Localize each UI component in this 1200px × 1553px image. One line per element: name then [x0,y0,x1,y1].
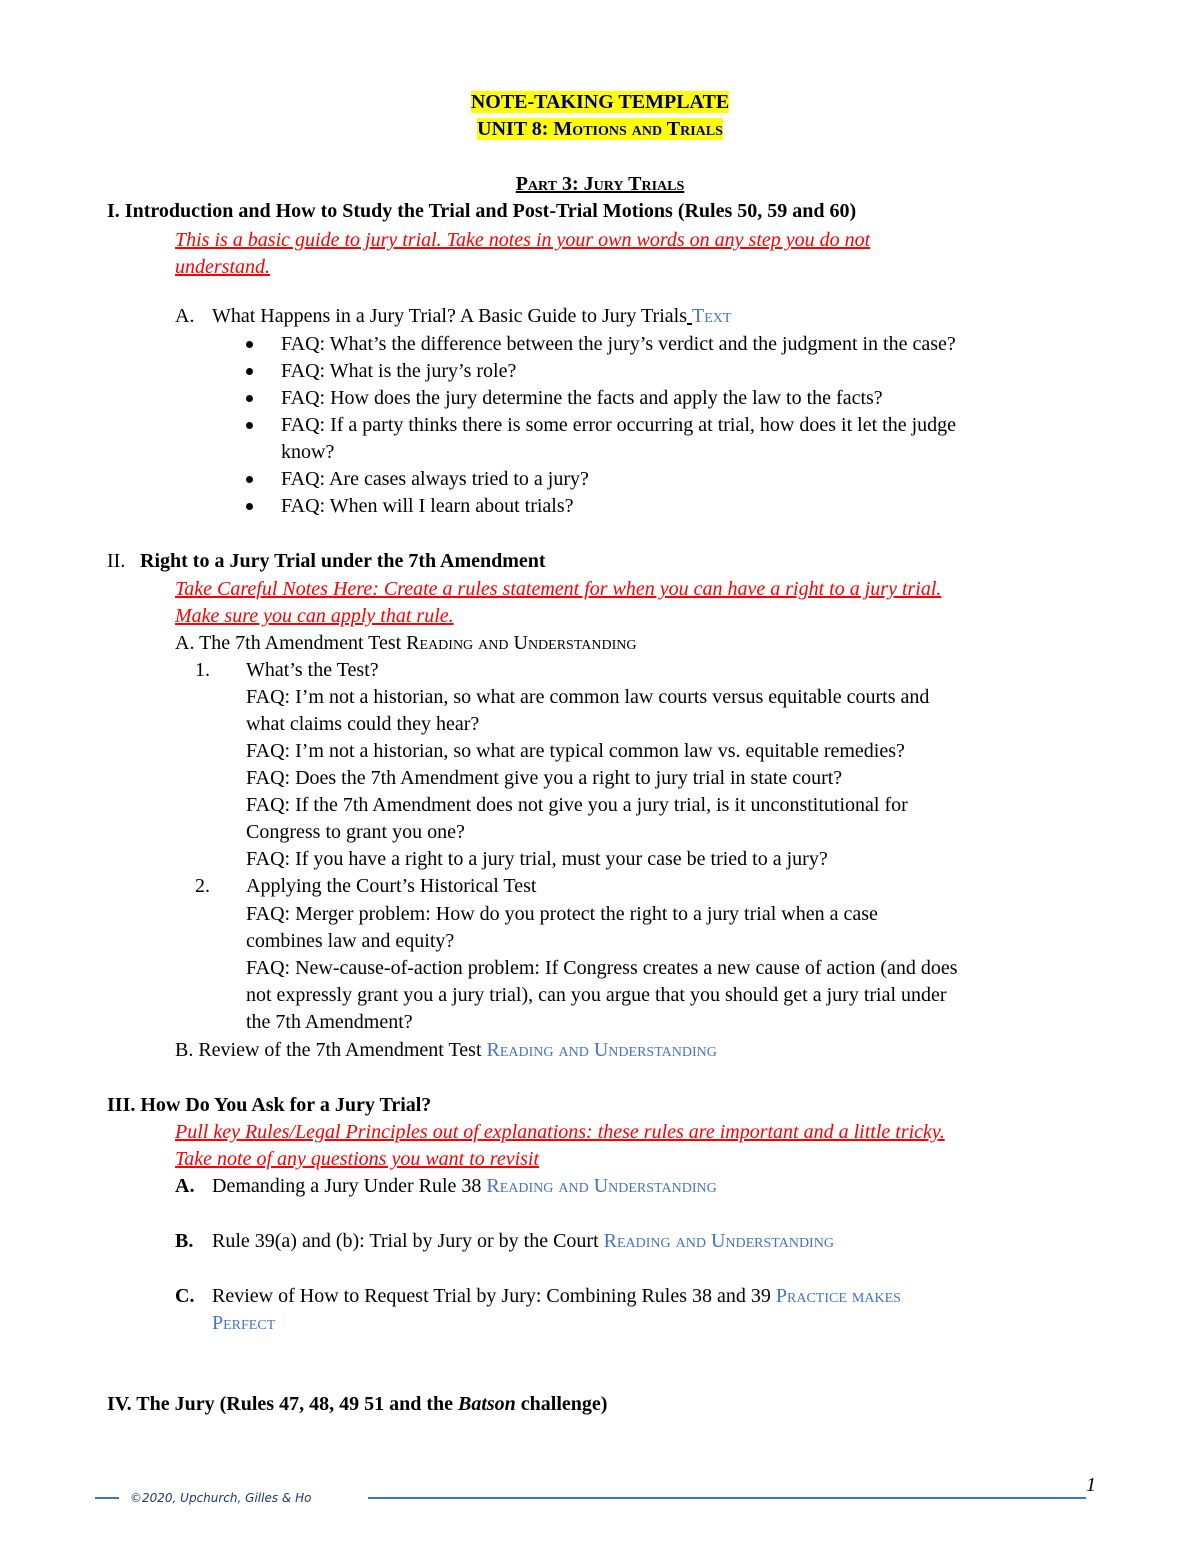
faq-item: FAQ: If a party thinks there is some error occurring at trial, how does it let the judge [281,414,956,436]
faq-line: FAQ: Merger problem: How do you protect the right to a jury trial when a case [246,903,878,925]
faq-line: FAQ: If you have a right to a jury trial, must your case be tried to a jury? [246,848,828,870]
section-2-note-line-1: Take Careful Notes Here: Create a rules statement for when you can have a right to a jury trial. [175,578,942,600]
title-line-1: NOTE-TAKING TEMPLATE [470,91,730,113]
section-1-item-a: What Happens in a Jury Trial? A Basic Guide to Jury Trials Text [212,305,732,327]
bullet-icon [246,476,253,483]
section-3-a: Demanding a Jury Under Rule 38 Reading and Understanding [212,1175,717,1197]
section-3-c-label: C. [175,1285,195,1307]
reading-link[interactable]: Reading and Understanding [486,1039,717,1061]
bullet-icon [246,422,253,429]
section-1-note-line-1: This is a basic guide to jury trial. Take notes in your own words on any step you do not [175,229,871,251]
faq-item: FAQ: Are cases always tried to a jury? [281,468,589,490]
faq-line: the 7th Amendment? [246,1011,413,1033]
bullet-icon [246,395,253,402]
section-1-item-a-label: A. [175,305,195,327]
practice-link[interactable]: Practice makes [775,1285,901,1307]
section-2-note-line-2: Make sure you can apply that rule. [175,605,454,627]
section-2-n1-label: 1. [195,659,210,681]
practice-link-continued[interactable]: Perfect [212,1312,276,1334]
section-3-c: Review of How to Request Trial by Jury: Combining Rules 38 and 39 Practice makes [212,1285,901,1307]
section-3-a-label: A. [175,1175,195,1197]
page-number: 1 [1086,1474,1096,1496]
section-2-n1-text: What’s the Test? [246,659,379,681]
section-3-note-line-2: Take note of any questions you want to revisit [175,1148,540,1170]
title-line-2: UNIT 8: Motions and Trials [477,118,723,140]
faq-item: FAQ: What’s the difference between the jury’s verdict and the judgment in the case? [281,333,956,355]
reading-link[interactable]: Reading and Understanding [486,1175,717,1197]
footer-rule-right [368,1497,1086,1499]
section-3-note-line-1: Pull key Rules/Legal Principles out of explanations: these rules are important and a little tricky. [175,1121,945,1143]
faq-line: FAQ: Does the 7th Amendment give you a right to jury trial in state court? [246,767,843,789]
faq-item-continued: know? [281,441,335,463]
section-2-heading-number: II. [107,550,126,572]
faq-line: what claims could they hear? [246,713,480,735]
bullet-icon [246,341,253,348]
faq-line: FAQ: If the 7th Amendment does not give you a jury trial, is it unconstitutional for [246,794,908,816]
section-4-heading: IV. The Jury (Rules 47, 48, 49 51 and the Batson challenge) [107,1393,608,1415]
section-3-b: Rule 39(a) and (b): Trial by Jury or by the Court Reading and Understanding [212,1230,834,1252]
faq-line: FAQ: I’m not a historian, so what are common law courts versus equitable courts and [246,686,930,708]
section-2-item-b: B. Review of the 7th Amendment Test Reading and Understanding [175,1039,717,1061]
faq-line: not expressly grant you a jury trial), can you argue that you should get a jury trial under [246,984,947,1006]
section-3-heading: III. How Do You Ask for a Jury Trial? [107,1094,432,1116]
footer-rule-left [95,1497,119,1499]
section-2-n2-label: 2. [195,875,210,897]
faq-line: Congress to grant you one? [246,821,465,843]
footer-copyright: ©2020, Upchurch, Gilles & Ho [130,1491,312,1505]
section-2-item-a: A. The 7th Amendment Test Reading and Understanding [175,632,637,654]
reading-link[interactable]: Reading and Understanding [603,1230,834,1252]
faq-line: FAQ: I’m not a historian, so what are typical common law vs. equitable remedies? [246,740,905,762]
section-2-heading: Right to a Jury Trial under the 7th Amendment [140,550,546,572]
faq-line: FAQ: New-cause-of-action problem: If Congress creates a new cause of action (and does [246,957,958,979]
text-link[interactable]: Text [691,305,732,327]
faq-item: FAQ: How does the jury determine the facts and apply the law to the facts? [281,387,883,409]
section-2-n2-text: Applying the Court’s Historical Test [246,875,537,897]
bullet-icon [246,368,253,375]
part-title: Part 3: Jury Trials [515,173,685,195]
section-1-heading: I. Introduction and How to Study the Trial and Post-Trial Motions (Rules 50, 59 and 60) [107,200,857,222]
faq-line: combines law and equity? [246,930,455,952]
section-3-b-label: B. [175,1230,194,1252]
bullet-icon [246,503,253,510]
section-1-note-line-2: understand. [175,256,270,278]
faq-item: FAQ: What is the jury’s role? [281,360,517,382]
faq-item: FAQ: When will I learn about trials? [281,495,574,517]
